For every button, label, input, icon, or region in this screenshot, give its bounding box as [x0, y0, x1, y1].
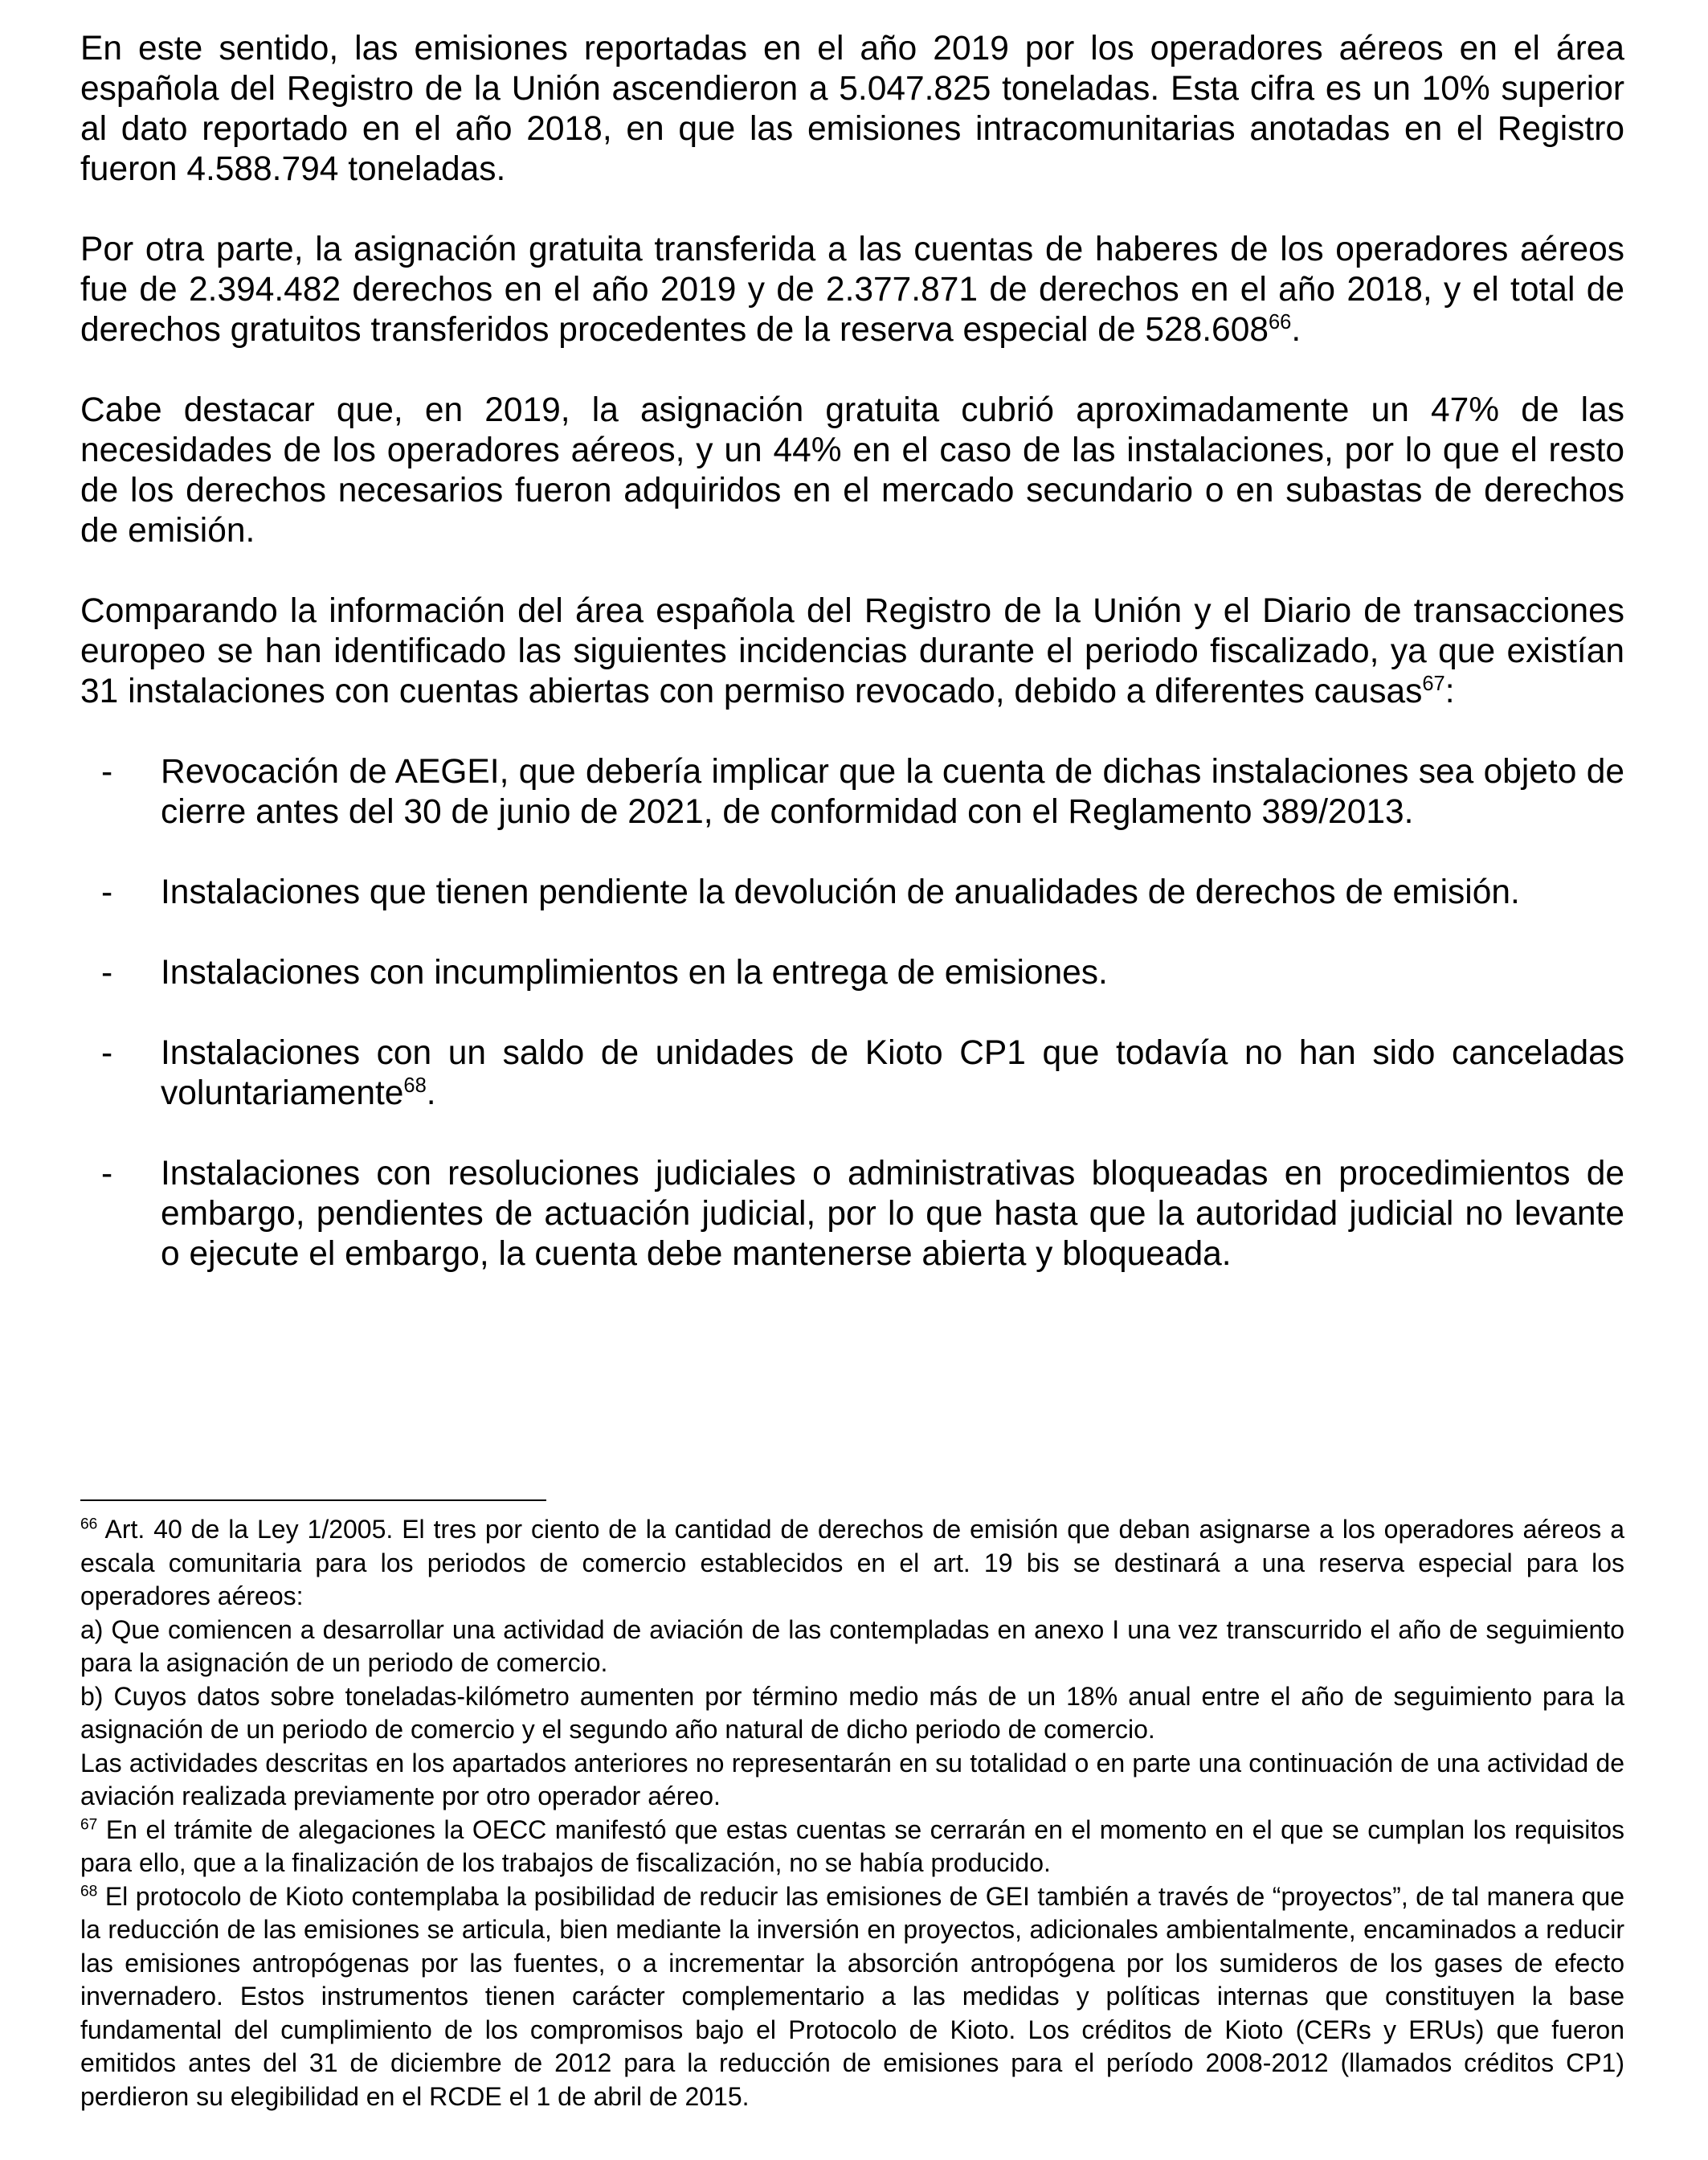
list-item: - Instalaciones con incumplimientos en la entrega de emisiones. — [101, 954, 1108, 992]
footnote-66: $^{66}$ Art. 40 de la Ley 1/2005. El tres por ciento de la cantidad de derechos de emisión que deban asignarse a los operadores aéreos a escala comunitaria para los periodos de comercio establecidos en el art. 19 bis se destinará a una reserva especial para los operadores aéreos: — [80, 1515, 1624, 1610]
footnote-66-item-a: a) Que comiencen a desarrollar una actividad de aviación de las contempladas en anexo I una vez transcurrido el año de seguimiento para la asignación de un periodo de comercio. — [80, 1614, 1624, 1677]
dash-bullet: - — [101, 1155, 113, 1192]
list-item: - Instalaciones con un saldo de unidades de Kioto CP1 que todavía no han sido canceladas voluntariamente$^{68}$. — [101, 1034, 1624, 1112]
footnote-67: $^{67}$ En el trámite de alegaciones la OECC manifestó que estas cuentas se cerrarán en el momento en el que se cumplan los requisitos para ello, que a la finalización de los trabajos de fiscalización, no se había producido. — [80, 1814, 1624, 1877]
footnote-66-closing: Las actividades descritas en los apartados anteriores no representarán en su totalidad o en parte una continuación de una actividad de aviación realizada previamente por otro operador aéreo. — [80, 1748, 1624, 1810]
paragraph-emissions-2019: En este sentido, las emisiones reportadas en el año 2019 por los operadores aéreos en el área española del Registro de la Unión ascendieron a 5.047.825 toneladas. Esta cifra es un 10% superior al dato reportado en el año 2018, en que las emisiones intracomunitarias anotadas en el Registro fueron 4.588.794 toneladas. — [80, 30, 1624, 188]
footnote-number: 66 — [80, 1516, 98, 1533]
list-item: - Instalaciones que tienen pendiente la devolución de anualidades de derechos de emisión. — [101, 873, 1520, 911]
footnote-ref-66[interactable]: 66 — [1268, 310, 1292, 333]
dash-bullet: - — [101, 753, 113, 791]
footnote-ref-67[interactable]: 67 — [1422, 672, 1445, 695]
dash-bullet: - — [101, 954, 113, 992]
list-item: - Revocación de AEGEI, que debería implicar que la cuenta de dichas instalaciones sea objeto de cierre antes del 30 de junio de 2021, de conformidad con el Reglamento 389/2013. — [101, 753, 1624, 831]
footnote-number: 68 — [80, 1882, 98, 1900]
document-body — [80, 29, 1624, 1315]
incident-list — [80, 752, 1624, 1274]
dash-bullet: - — [101, 1034, 113, 1072]
paragraph-incidents: Comparando la información del área española del Registro de la Unión y el Diario de transacciones europeo se han identificado las siguientes incidencias durante el periodo fiscalizado, ya que existían 31 instalaciones con cuentas abiertas con permiso revocado, debido a diferentes causas$^{67}$: — [80, 592, 1624, 710]
paragraph-coverage: Cabe destacar que, en 2019, la asignación gratuita cubrió aproximadamente un 47% de las necesidades de los operadores aéreos, y un 44% en el caso de las instalaciones, por lo que el resto de los derechos necesarios fueron adquiridos en el mercado secundario o en subastas de derechos de emisión. — [80, 391, 1624, 550]
footnote-number: 67 — [80, 1815, 98, 1833]
footnote-66-item-b: b) Cuyos datos sobre toneladas-kilómetro aumenten por término medio más de un 18% anual entre el año de seguimiento para la asignación de un periodo de comercio y el segundo año natural de dicho periodo de comercio. — [80, 1681, 1624, 1744]
footnote-68: $^{68}$ El protocolo de Kioto contemplaba la posibilidad de reducir las emisiones de GEI también a través de “proyectos”, de tal manera que la reducción de las emisiones se articula, bien mediante la inversión en proyectos, adicionales ambientalmente, encaminados a reducir las emisiones antropógenas por las fuentes, o a incrementar la absorción antropógena por los sumideros de los gases de efecto invernadero. Estos instrumentos tienen carácter complementario a las medidas y políticas internas que constituyen la base fundamental del cumplimiento de los compromisos bajo el Protocolo de Kioto. Los créditos de Kioto (CERs y ERUs) que fueron emitidos antes del 31 de diciembre de 2012 para la reducción de emisiones para el período 2008-2012 (llamados créditos CP1) perdieron su elegibilidad en el RCDE el 1 de abril de 2015. — [80, 1881, 1624, 2111]
footnotes — [80, 1513, 1624, 2113]
paragraph-free-allocation: Por otra parte, la asignación gratuita transferida a las cuentas de haberes de los operadores aéreos fue de 2.394.482 derechos en el año 2019 y de 2.377.871 de derechos en el año 2018, y el total de derechos gratuitos transferidos procedentes de la reserva especial de 528.608$^{66}$. — [80, 231, 1624, 349]
dash-bullet: - — [101, 873, 113, 911]
footnote-ref-68[interactable]: 68 — [403, 1074, 427, 1097]
footnote-separator — [80, 1499, 546, 1501]
list-item: - Instalaciones con resoluciones judiciales o administrativas bloqueadas en procedimientos de embargo, pendientes de actuación judicial, por lo que hasta que la autoridad judicial no levante o ejecute el embargo, la cuenta debe mantenerse abierta y bloqueada. — [101, 1155, 1624, 1273]
